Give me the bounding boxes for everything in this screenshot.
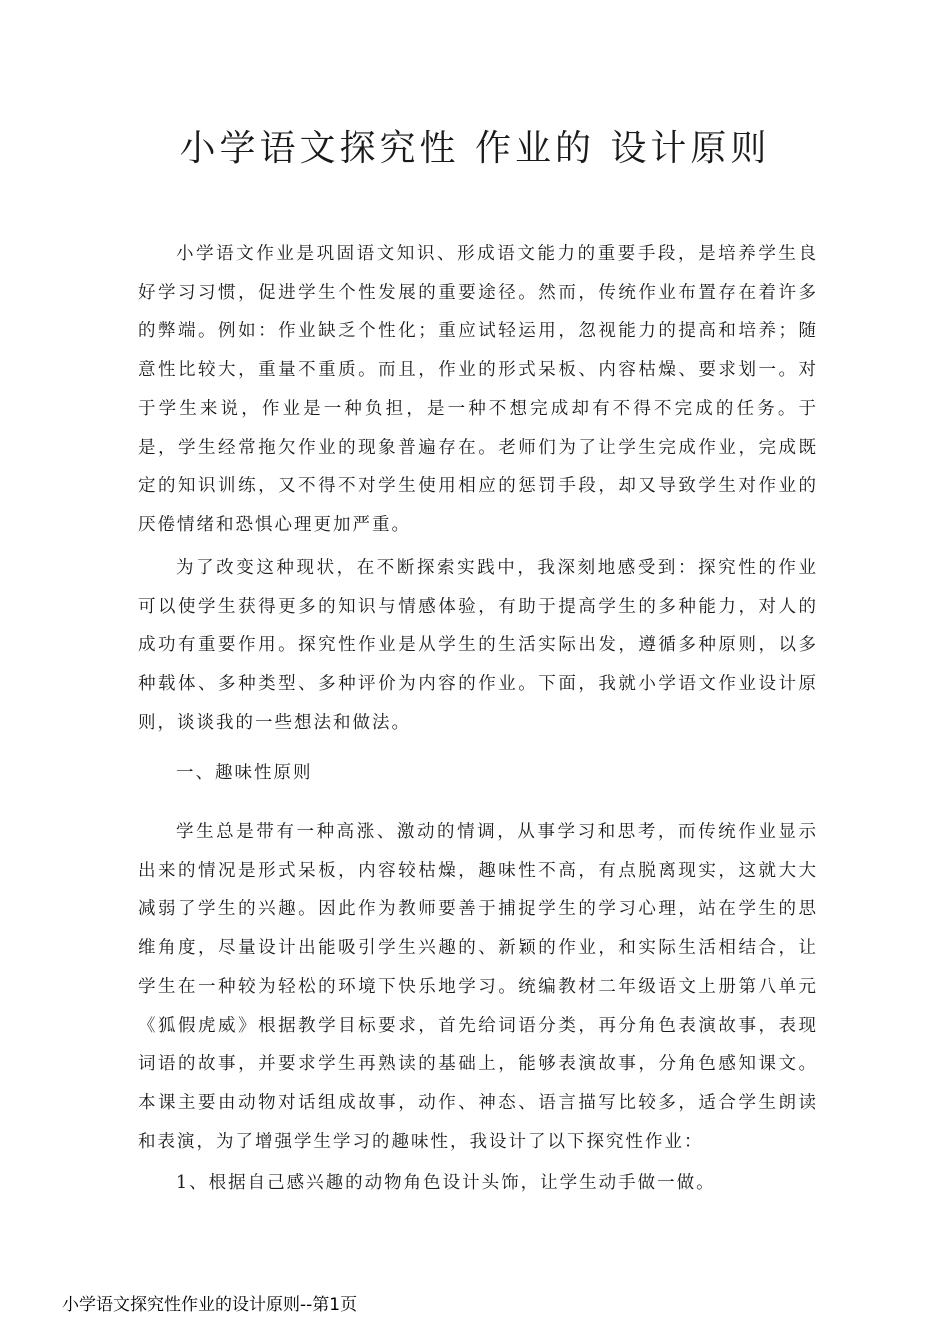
- section-heading-interest: 一、趣味性原则: [176, 763, 313, 783]
- paragraph-interest-principle: 学生总是带有一种高涨、激动的情调，从事学习和思考，而传统作业显示出来的情况是形式呆板，内容较枯燥，趣味性不高，有点脱离现实，这就大大减弱了学生的兴趣。因此作为教师要善于捕捉学生的学习心理，站在学生的思维角度，尽量设计出能吸引学生兴趣的、新颖的作业，和实际生活相结合，让学生在一种较为轻松的环境下快乐地学习。统编教材二年级语文上册第八单元《狐假虎威》根据教学目标要求，首先给词语分类，再分角色表演故事，表现词语的故事，并要求学生再熟读的基础上，能够表演故事，分角色感知课文。本课主要由动物对话组成故事，动作、神态、语言描写比较多，适合学生朗读和表演，为了增强学生学习的趣味性，我设计了以下探究性作业：: [138, 822, 818, 1152]
- page-footer: 小学语文探究性作业的设计原则--第1页: [62, 1295, 358, 1315]
- list-item-1: 1、根据自己感兴趣的动物角色设计头饰，让学生动手做一做。: [176, 1173, 716, 1193]
- document-title: 小学语文探究性 作业的 设计原则: [179, 128, 771, 169]
- paragraph-intro: 小学语文作业是巩固语文知识、形成语文能力的重要手段，是培养学生良好学习习惯，促进学生个性发展的重要途径。然而，传统作业布置存在着许多的弊端。例如：作业缺乏个性化；重应试轻运用，忽视能力的提高和培养；随意性比较大，重量不重质。而且，作业的形式呆板、内容枯燥、要求划一。对于学生来说，作业是一种负担，是一种不想完成却有不得不完成的任务。于是，学生经常拖欠作业的现象普遍存在。老师们为了让学生完成作业，完成既定的知识训练，又不得不对学生使用相应的惩罚手段，却又导致学生对作业的厌倦情绪和恐惧心理更加严重。: [138, 244, 818, 535]
- paragraph-approach: 为了改变这种现状，在不断探索实践中，我深刻地感受到：探究性的作业可以使学生获得更多的知识与情感体验，有助于提高学生的多种能力，对人的成功有重要作用。探究性作业是从学生的生活实际出发，遵循多种原则，以多种载体、多种类型、多种评价为内容的作业。下面，我就小学语文作业设计原则，谈谈我的一些想法和做法。: [138, 558, 818, 733]
